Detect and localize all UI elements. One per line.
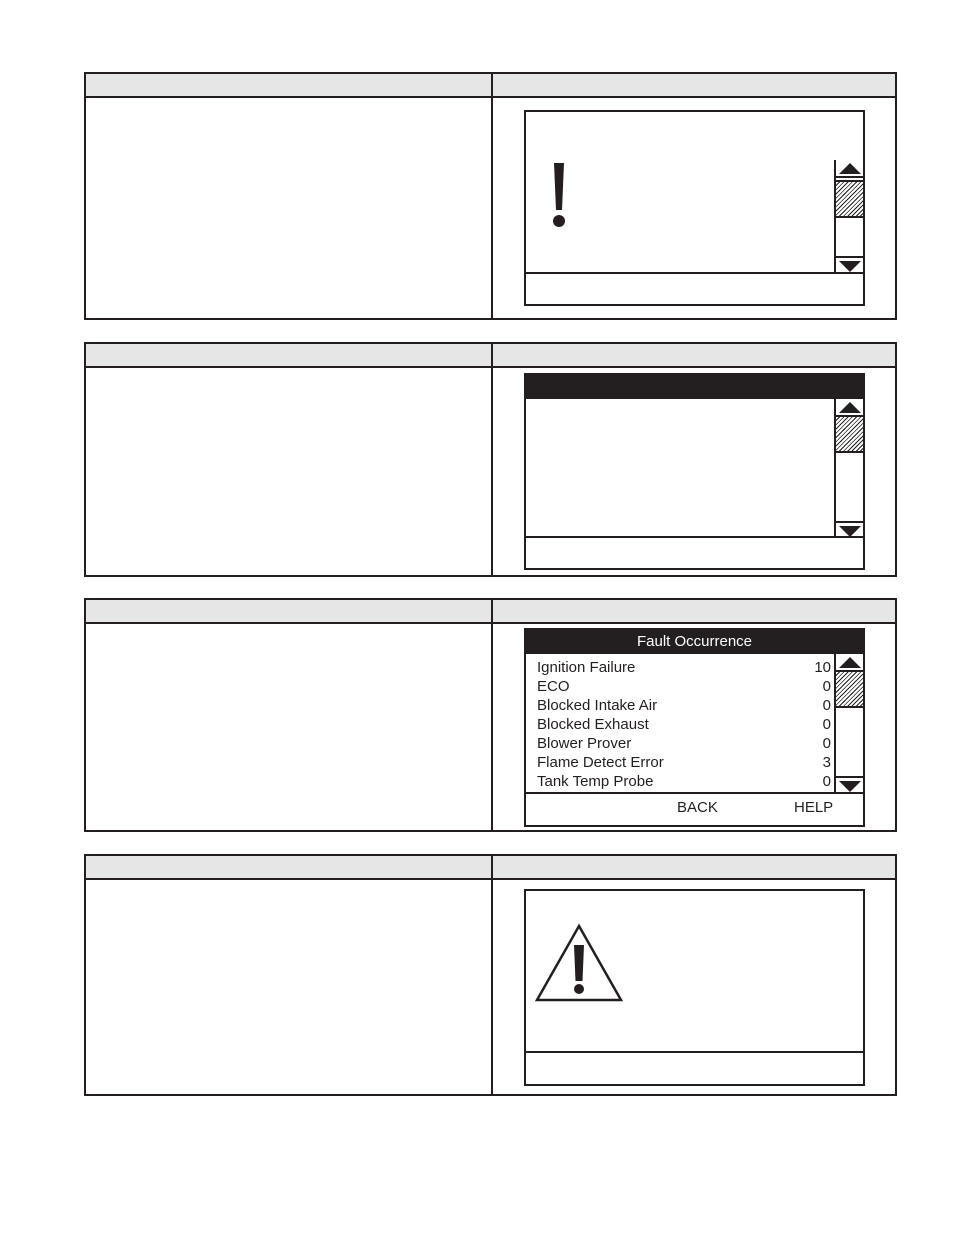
screen-footer xyxy=(526,536,863,568)
triangle-down-icon xyxy=(839,261,861,272)
list-item[interactable] xyxy=(537,677,831,696)
screen-title: Fault Occurrence xyxy=(526,630,863,654)
exclamation-icon xyxy=(548,160,570,230)
screen-footer xyxy=(526,792,863,825)
fault-count: 10 xyxy=(814,659,831,676)
fault-list xyxy=(537,658,831,791)
table-section-1 xyxy=(84,72,897,320)
scroll-thumb[interactable] xyxy=(836,415,863,453)
fault-count: 0 xyxy=(822,735,831,752)
table-section-3 xyxy=(84,598,897,832)
scroll-up-button[interactable] xyxy=(836,160,863,178)
list-item[interactable] xyxy=(537,753,831,772)
fault-label: Flame Detect Error xyxy=(537,754,664,771)
column-divider xyxy=(491,856,493,1094)
table-section-2 xyxy=(84,342,897,577)
fault-label: Blocked Intake Air xyxy=(537,697,658,714)
scroll-thumb[interactable] xyxy=(836,180,863,218)
triangle-up-icon xyxy=(839,657,861,668)
screen-footer xyxy=(526,272,863,304)
list-item[interactable] xyxy=(537,715,831,734)
warning-triangle-icon xyxy=(534,923,624,1003)
display-screen-fault-occurrence xyxy=(524,628,865,827)
fault-label: Ignition Failure xyxy=(537,659,636,676)
triangle-up-icon xyxy=(839,402,861,413)
screen-footer xyxy=(526,1051,863,1084)
fault-label: Blocked Exhaust xyxy=(537,716,649,733)
list-item[interactable] xyxy=(537,734,831,753)
fault-count: 0 xyxy=(822,773,831,790)
display-screen-warning xyxy=(524,889,865,1086)
column-divider xyxy=(491,74,493,318)
column-divider xyxy=(491,344,493,575)
column-divider xyxy=(491,600,493,830)
screen-title-bar xyxy=(526,375,863,399)
table-section-4 xyxy=(84,854,897,1096)
list-item[interactable] xyxy=(537,658,831,677)
fault-count: 0 xyxy=(822,697,831,714)
display-screen-alert xyxy=(524,110,865,306)
scroll-thumb[interactable] xyxy=(836,670,863,708)
fault-count: 3 xyxy=(822,754,831,771)
fault-label: ECO xyxy=(537,678,570,695)
scrollbar[interactable] xyxy=(834,654,863,794)
back-button[interactable]: BACK xyxy=(677,799,718,816)
list-item[interactable] xyxy=(537,696,831,715)
triangle-down-icon xyxy=(839,526,861,537)
fault-count: 0 xyxy=(822,678,831,695)
scrollbar[interactable] xyxy=(834,399,863,539)
fault-label: Tank Temp Probe xyxy=(537,773,654,790)
triangle-up-icon xyxy=(839,163,861,174)
help-button[interactable]: HELP xyxy=(794,799,834,816)
fault-count: 0 xyxy=(822,716,831,733)
display-screen-list xyxy=(524,373,865,570)
triangle-down-icon xyxy=(839,781,861,792)
scrollbar[interactable] xyxy=(834,160,863,274)
list-item[interactable] xyxy=(537,772,831,791)
fault-label: Blower Prover xyxy=(537,735,632,752)
